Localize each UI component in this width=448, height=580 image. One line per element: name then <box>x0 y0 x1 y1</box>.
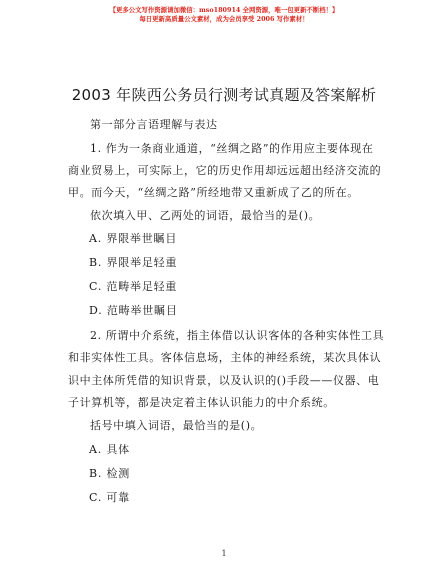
q1-text-line-1: 1. 作为一条商业通道，“丝绸之路”的作用应主要体现在 <box>90 142 374 155</box>
q1-text-line-2: 商业贸易上，可实际上，它的历史作用却远远超出经济交流的 <box>68 164 382 177</box>
promo-banner <box>0 6 448 24</box>
section-heading: 第一部分言语理解与表达 <box>90 118 218 131</box>
promo-banner-line-1: 【更多公文写作资源请加微信：mso180914 全网资源，唯一包更新不断档！】 <box>109 6 339 14</box>
q1-text-line-3: 甲。而今天，“丝绸之路”所经地带又重新成了乙的所在。 <box>68 186 359 199</box>
q1-prompt: 依次填入甲、乙两处的词语，最恰当的是()。 <box>90 209 321 222</box>
page-number: 1 <box>221 549 227 558</box>
q1-option-c: C. 范畴举足轻重 <box>89 280 178 293</box>
q2-option-c: C. 可靠 <box>89 491 131 504</box>
q2-text-line-4: 子计算机等，都是决定着主体认识能力的中介系统。 <box>68 396 335 409</box>
q1-option-a: A. 界限举世瞩目 <box>89 232 178 245</box>
page-title: 2003 年陕西公务员行测考试真题及答案解析 <box>71 86 377 104</box>
q2-option-a: A. 具体 <box>89 443 130 456</box>
q1-option-d: D. 范畴举世瞩目 <box>89 304 178 317</box>
q2-text-line-2: 和非实体性工具。客体信息场，主体的神经系统，某次具体认 <box>68 351 382 364</box>
q2-text-line-3: 识中主体所凭借的知识背景，以及认识的()手段——仪器、电 <box>68 374 380 387</box>
q2-option-b: B. 检测 <box>89 467 131 480</box>
promo-banner-line-2: 每日更新高质量公文素材，成为会员享受 2006 写作素材！ <box>139 15 309 23</box>
q2-text-line-1: 2. 所谓中介系统，指主体借以认识客体的各种实体性工具 <box>90 329 385 342</box>
q2-prompt: 括号中填入词语，最恰当的是()。 <box>90 419 263 432</box>
q1-option-b: B. 界限举足轻重 <box>89 256 178 269</box>
